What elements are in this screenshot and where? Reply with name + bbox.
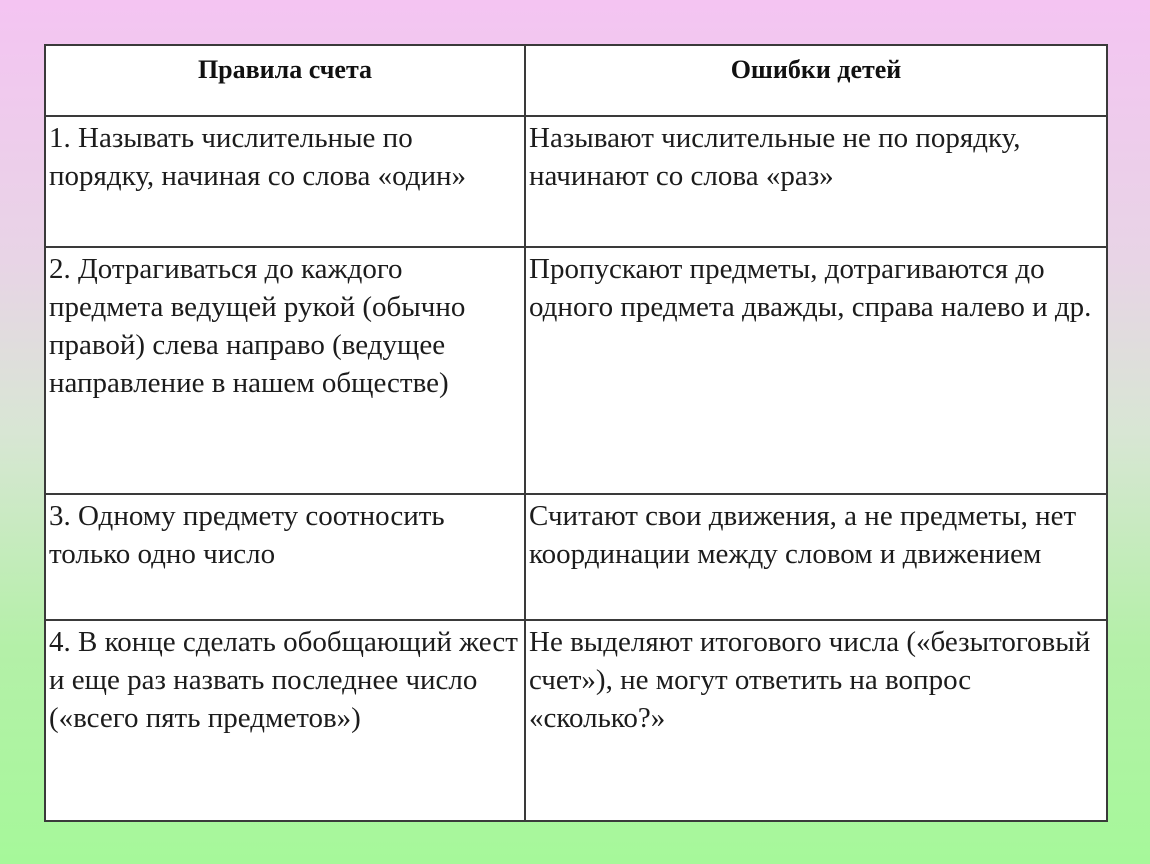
- counting-rules-table: [44, 44, 1108, 822]
- table-header-row: [45, 45, 1107, 116]
- error-cell: Называют числительные не по порядку, начинают со слова «раз»: [525, 116, 1107, 247]
- counting-rules-table-container: [44, 44, 1106, 820]
- table-row: [45, 620, 1107, 821]
- rule-cell: 4. В конце сделать обобщающий жест и еще раз назвать последнее число («всего пять предметов»): [45, 620, 525, 821]
- rule-cell: 1. Называть числительные по порядку, начиная со слова «один»: [45, 116, 525, 247]
- table-row: [45, 247, 1107, 494]
- rule-cell: 3. Одному предмету соотносить только одно число: [45, 494, 525, 620]
- header-counting-rules: Правила счета: [45, 45, 525, 116]
- rule-cell: 2. Дотрагиваться до каждого предмета ведущей рукой (обычно правой) слева направо (ведущее направление в нашем обществе): [45, 247, 525, 494]
- error-cell: Считают свои движения, а не предметы, нет координации между словом и движением: [525, 494, 1107, 620]
- error-cell: Не выделяют итогового числа («безытоговый счет»), не могут ответить на вопрос «сколько?»: [525, 620, 1107, 821]
- table-row: [45, 116, 1107, 247]
- header-children-errors: Ошибки детей: [525, 45, 1107, 116]
- error-cell: Пропускают предметы, дотрагиваются до одного предмета дважды, справа налево и др.: [525, 247, 1107, 494]
- table-row: [45, 494, 1107, 620]
